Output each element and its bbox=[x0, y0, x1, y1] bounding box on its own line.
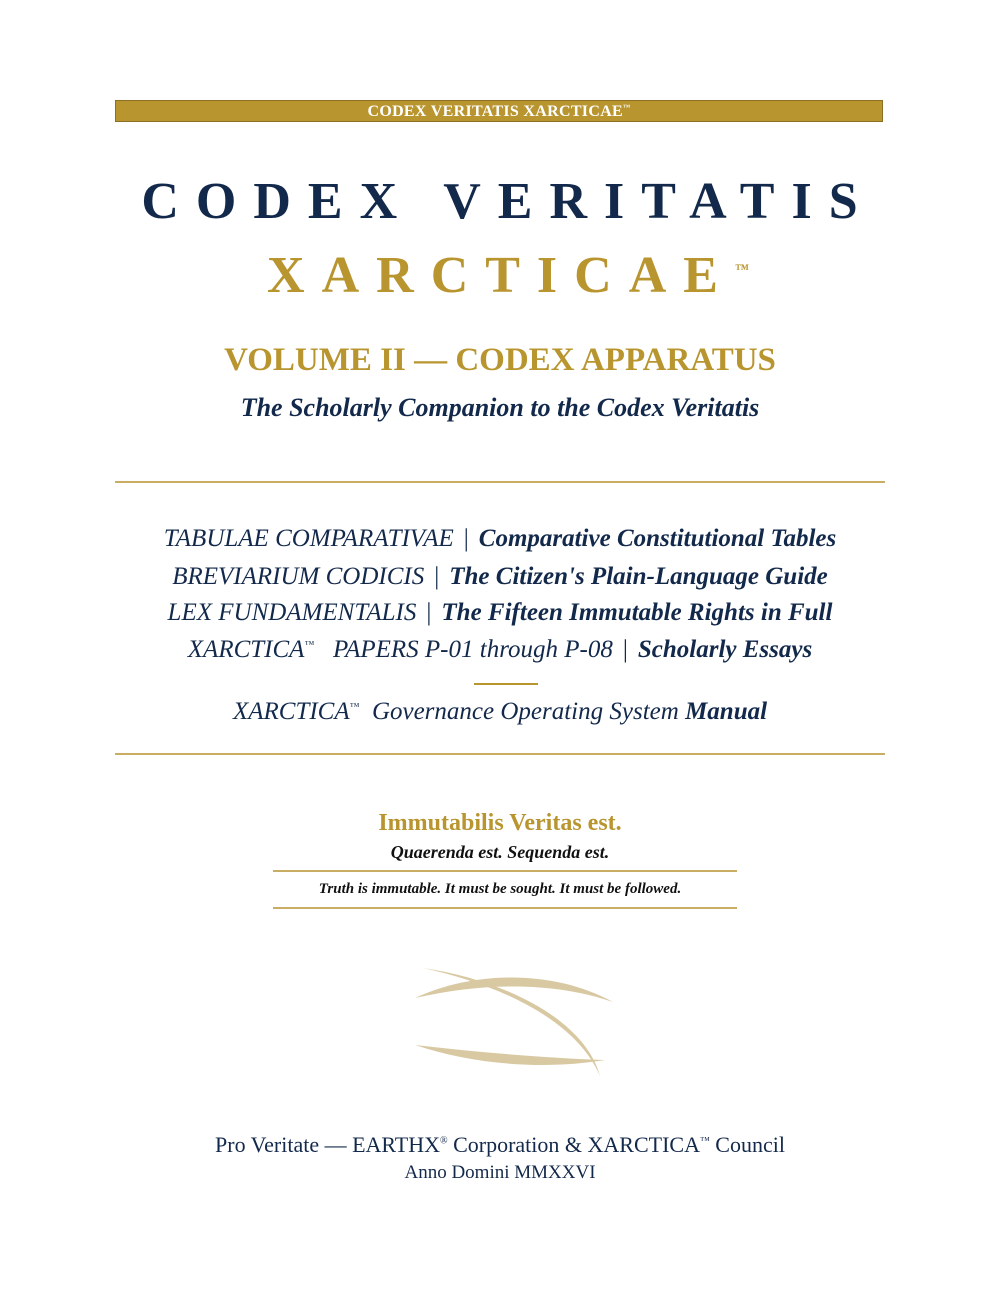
motto-rule-top bbox=[273, 870, 737, 872]
title-line-2 bbox=[0, 246, 1000, 306]
title-tm: ™ bbox=[734, 262, 749, 278]
contents-item-2-sep: | bbox=[434, 563, 440, 590]
top-banner bbox=[115, 100, 883, 122]
contents-item-2-latin: BREVIARIUM CODICIS bbox=[172, 563, 425, 590]
footer-line-1-b: Corporation & XARCTICA bbox=[447, 1132, 700, 1157]
banner-text: CODEX VERITATIS XARCTICAE bbox=[367, 103, 624, 120]
contents-item-1-english: Comparative Constitutional Tables bbox=[478, 525, 837, 552]
manual-tm: ™ bbox=[349, 701, 360, 713]
contents-item-1 bbox=[0, 522, 1000, 556]
contents-item-3-sep: | bbox=[426, 599, 432, 626]
manual-bold: Manual bbox=[685, 698, 768, 725]
contents-item-4-brand: XARCTICA bbox=[187, 636, 305, 663]
contents-item-1-latin: TABULAE COMPARATIVAE bbox=[163, 525, 454, 552]
motto-english: Truth is immutable. It must be sought. It must be followed. bbox=[318, 881, 682, 897]
contents-item-4-sep: | bbox=[622, 636, 628, 663]
banner-tm: ™ bbox=[623, 103, 631, 112]
fish-emblem-icon bbox=[405, 960, 615, 1080]
motto-rule-bottom bbox=[273, 907, 737, 909]
manual-line bbox=[0, 695, 1000, 729]
footer-reg: ® bbox=[439, 1135, 448, 1147]
contents-item-3-latin: LEX FUNDAMENTALIS bbox=[167, 599, 417, 626]
contents-item-2 bbox=[0, 560, 1000, 594]
contents-item-4-english: Scholarly Essays bbox=[637, 636, 813, 663]
contents-item-2-english: The Citizen's Plain-Language Guide bbox=[449, 563, 828, 590]
volume-heading: VOLUME II — CODEX APPARATUS bbox=[224, 342, 776, 378]
subtitle: The Scholarly Companion to the Codex Veritatis bbox=[240, 393, 760, 422]
footer-line-2: Anno Domini MMXXVI bbox=[404, 1162, 596, 1183]
footer-line-1 bbox=[0, 1130, 1000, 1160]
manual-prefix: XARCTICA bbox=[232, 698, 350, 725]
short-divider bbox=[474, 683, 538, 685]
contents-item-1-sep: | bbox=[463, 525, 469, 552]
contents-item-4-latin: PAPERS P-01 through P-08 bbox=[333, 636, 613, 663]
footer-line-1-c: Council bbox=[709, 1132, 785, 1157]
title-line-2-text: XARCTICAE bbox=[267, 247, 735, 304]
divider-top bbox=[115, 481, 885, 483]
contents-item-4-tm: ™ bbox=[304, 639, 315, 651]
divider-bottom bbox=[115, 753, 885, 755]
manual-middle: Governance Operating System bbox=[371, 698, 679, 725]
motto-latin-1: Immutabilis Veritas est. bbox=[378, 810, 622, 836]
contents-item-3 bbox=[0, 596, 1000, 630]
footer-line-1-a: Pro Veritate — EARTHX bbox=[215, 1132, 440, 1157]
contents-item-3-english: The Fifteen Immutable Rights in Full bbox=[441, 599, 833, 626]
contents-item-4 bbox=[0, 633, 1000, 667]
footer-tm: ™ bbox=[699, 1135, 710, 1147]
motto-latin-2: Quaerenda est. Sequenda est. bbox=[390, 842, 610, 862]
title-line-1: CODEX VERITATIS bbox=[141, 173, 875, 230]
